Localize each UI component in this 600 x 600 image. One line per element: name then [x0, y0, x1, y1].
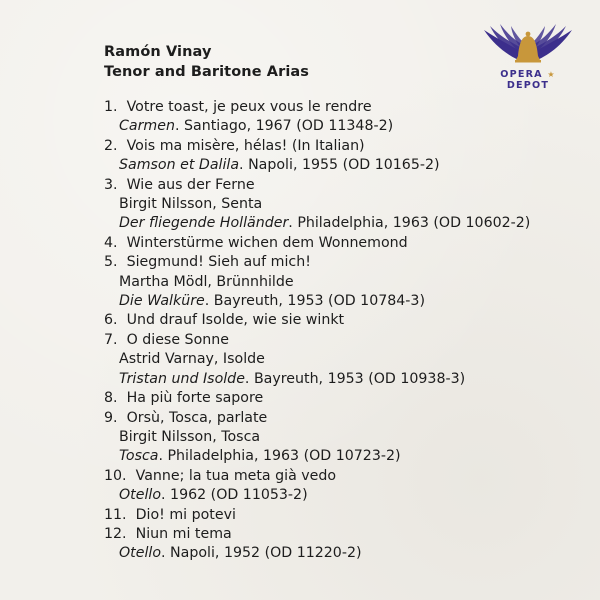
track-title: O diese Sonne [126, 331, 229, 348]
track-opera: Tristan und Isolde [119, 370, 245, 387]
track-opera: Tosca [119, 448, 159, 465]
track-item [104, 253, 574, 311]
album-header [104, 42, 309, 82]
track-recording: . Bayreuth, 1953 (OD 10938-3) [244, 370, 466, 387]
track-item [104, 311, 574, 330]
track-item [104, 98, 574, 137]
track-item [104, 506, 574, 525]
track-title: Vanne; la tua meta già vedo [135, 467, 337, 484]
track-number: 11. [104, 506, 127, 523]
artist-name: Ramón Vinay [104, 44, 212, 60]
logo-word-depot: DEPOT [506, 80, 550, 91]
track-title: Siegmund! Sieh auf mich! [126, 254, 311, 271]
opera-depot-logo [478, 18, 578, 98]
track-number: 5. [104, 254, 118, 271]
track-item [104, 389, 574, 408]
track-title: Wie aus der Ferne [126, 176, 255, 193]
track-recording: . Santiago, 1967 (OD 11348-2) [174, 118, 394, 135]
track-title: Votre toast, je peux vous le rendre [126, 99, 372, 115]
track-item [104, 234, 574, 253]
track-list [104, 98, 574, 564]
track-number: 8. [104, 390, 118, 407]
track-title: Orsù, Tosca, parlate [126, 409, 268, 426]
logo-wordmark [478, 69, 578, 91]
track-number: 7. [104, 331, 118, 348]
track-recording: . 1962 (OD 11053-2) [161, 487, 308, 504]
track-recording: . Napoli, 1955 (OD 10165-2) [239, 157, 440, 174]
track-opera: Otello [119, 545, 162, 562]
track-number: 1. [104, 99, 118, 115]
track-opera: Samson et Dalila [119, 157, 240, 174]
track-recording: . Bayreuth, 1953 (OD 10784-3) [204, 293, 425, 310]
track-title: Und drauf Isolde, wie sie winkt [126, 312, 345, 329]
star-icon: ★ [547, 70, 556, 79]
track-opera: Der fliegende Holländer [119, 215, 289, 232]
track-opera: Die Walküre [119, 293, 205, 310]
track-number: 10. [104, 467, 127, 484]
track-number: 6. [104, 312, 118, 329]
track-opera: Carmen [119, 118, 175, 135]
track-number: 3. [104, 176, 118, 193]
track-item [104, 331, 574, 389]
track-performers: Birgit Nilsson, Tosca [119, 428, 261, 445]
track-recording: . Philadelphia, 1963 (OD 10723-2) [158, 448, 401, 465]
track-number: 12. [104, 525, 127, 542]
track-item [104, 467, 574, 506]
track-performers: Birgit Nilsson, Senta [119, 196, 263, 213]
track-performers: Astrid Varnay, Isolde [119, 351, 265, 368]
track-number: 9. [104, 409, 118, 426]
track-item [104, 176, 574, 234]
track-title: Winterstürme wichen dem Wonnemond [126, 234, 408, 251]
track-recording: . Philadelphia, 1963 (OD 10602-2) [288, 215, 531, 232]
track-number: 4. [104, 234, 118, 251]
logo-word-opera: OPERA [500, 69, 543, 80]
track-title: Ha più forte sapore [126, 390, 264, 407]
track-title: Vois ma misère, hélas! (In Italian) [126, 137, 365, 154]
album-title: Tenor and Baritone Arias [104, 64, 310, 80]
track-item [104, 137, 574, 176]
track-opera: Otello [119, 487, 162, 504]
track-recording: . Napoli, 1952 (OD 11220-2) [161, 545, 362, 562]
track-item [104, 525, 574, 564]
track-number: 2. [104, 137, 118, 154]
track-title: Dio! mi potevi [135, 506, 236, 523]
winged-bell-icon [478, 18, 578, 70]
track-title: Niun mi tema [135, 525, 232, 542]
track-performers: Martha Mödl, Brünnhilde [119, 273, 294, 290]
track-item [104, 409, 574, 467]
